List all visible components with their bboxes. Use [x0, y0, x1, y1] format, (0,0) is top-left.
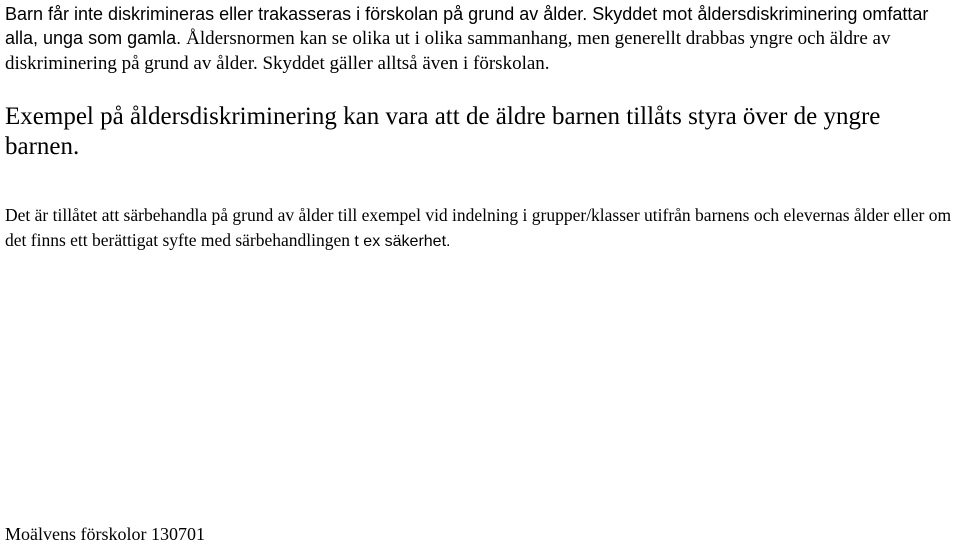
exception-paragraph-part1: Det är tillåtet att särbehandla på grund av ålder till exempel vid indelning i grupper/klasser utifrån barnens och elevernas ålder eller om det finns ett berättigat syfte med särbehandlingen: [5, 205, 952, 250]
example-paragraph: Exempel på åldersdiskriminering kan vara att de äldre barnen tillåts styra över de yngre barnen.: [5, 103, 881, 160]
exception-paragraph-part2: t ex säkerhet.: [354, 233, 451, 250]
footer-text: Moälvens förskolor 130701: [5, 524, 205, 544]
intro-paragraph-part1: Barn får inte diskrimineras eller trakasseras i förskolan på grund av ålder. Skyddet mot åldersdiskriminering omfattar alla, unga som gamla.: [5, 4, 929, 48]
intro-paragraph: [5, 2, 960, 76]
intro-paragraph-part2: Åldersnormen kan se olika ut i olika sammanhang, men generellt drabbas yngre och äldre av diskriminering på grund av ålder. Skyddet gäller alltså även i förskolan.: [5, 28, 891, 74]
exception-paragraph: [5, 203, 960, 254]
